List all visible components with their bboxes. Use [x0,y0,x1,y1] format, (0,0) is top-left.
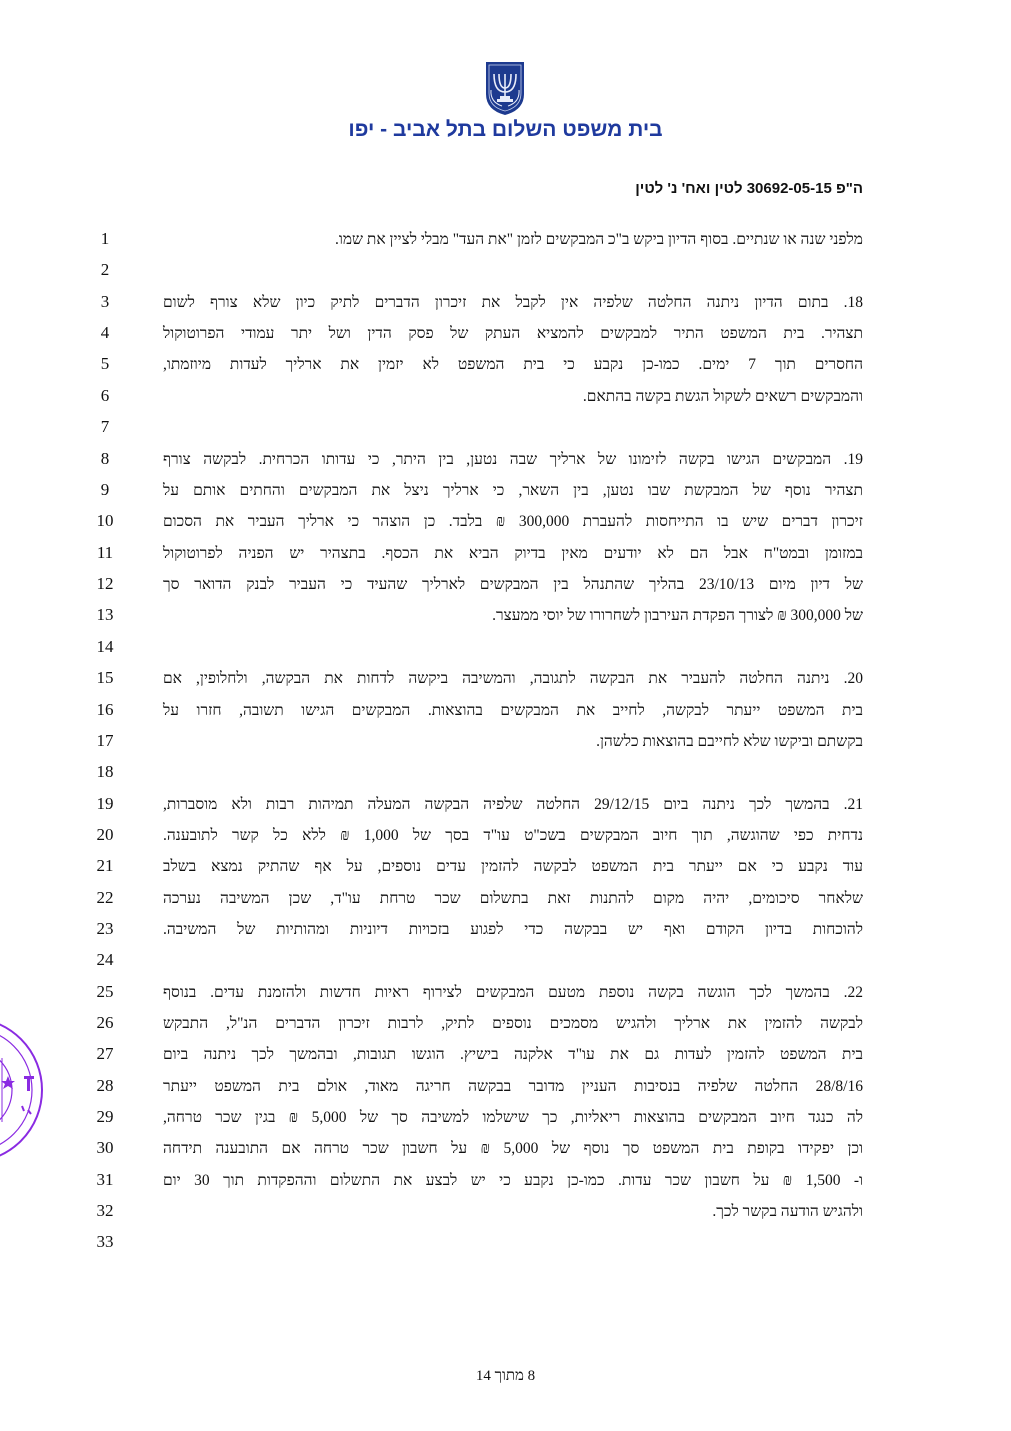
line-number: 20 [96,825,114,844]
text-line: תצהיר. בית המשפט התיר למבקשים להמציא העתק של פסק הדין ושל יתר עמודי הפרוטוקול [163,325,863,342]
line-number: 8 [100,449,110,468]
text-line: 22. בהמשך לכך הוגשה בקשה נוספת מטעם המבקשים לצירוף ראיות חדשות ולהזמנת עדים. בנוסף [163,984,863,1001]
court-name: בית משפט השלום בתל אביב - יפו [348,118,663,141]
line-number: 32 [96,1201,114,1220]
line-number: 9 [100,480,110,499]
line-number: 2 [100,260,110,279]
line-number: 14 [96,637,114,656]
line-number: 19 [96,794,114,813]
line-number: 25 [96,982,114,1001]
text-line: נדחית כפי שהוגשה, תוך חיוב המבקשים בשכ"ט עו"ד בסך של 1,000 ₪ ללא כל קשר לתובענה. [163,827,863,844]
court-stamp-icon [0,1010,48,1170]
line-number: 33 [96,1232,114,1251]
text-line: בית המשפט להזמין לעדות גם את עו"ד אלקנה בישיץ. הוגשו תגובות, ובהמשך לכך ניתנה ביום [163,1046,863,1063]
line-number: 27 [96,1044,114,1063]
line-number: 3 [100,292,110,311]
line-number: 24 [96,950,114,969]
line-number: 10 [96,511,114,530]
line-number: 22 [96,888,114,907]
line-number: 11 [96,543,114,562]
text-line: 18. בתום הדיון ניתנה החלטה שלפיה אין לקבל את זיכרון הדברים לתיק כיון שלא צורף לשום [163,294,863,311]
text-line: 19. המבקשים הגישו בקשה לזימונו של ארליך שבה נטען, בין היתר, כי עדותו הכרחית. לבקשה צורף [163,451,863,468]
line-number: 12 [96,574,114,593]
line-number: 26 [96,1013,114,1032]
line-number: 29 [96,1107,114,1126]
text-line: 20. ניתנה החלטה להעביר את הבקשה לתגובה, והמשיבה ביקשה לדחות את הבקשה, ולחלופין, אם [163,670,863,687]
line-number: 17 [96,731,114,750]
line-number: 16 [96,700,114,719]
text-line: במזומן ובמט"ח אבל הם לא יודעים מאין בדיוק הביא את הכסף. בתצהיר יש הפניה לפרוטוקול [163,545,863,562]
text-line: ולהגיש הודעה בקשר לכך. [712,1203,863,1220]
text-line: 21. בהמשך לכך ניתנה ביום 29/12/15 החלטה שלפיה הבקשה המעלה תמיהות רבות ולא מוסברות, [163,796,863,813]
text-line: תצהיר נוסף של המבקשת שבו נטען, בין השאר, כי ארליך ניצל את המבקשים והחתים אותם על [163,482,863,499]
text-line: של דיון מיום 23/10/13 בהליך שהתנהל בין המבקשים לארליך שהעיד כי העביר לבנק הדואר סך [163,576,863,593]
text-line: והמבקשים רשאים לשקול הגשת בקשה בהתאם. [582,388,863,405]
line-number: 23 [96,919,114,938]
text-line: 28/8/16 החלטה שלפיה בנסיבות העניין מדובר בבקשה חריגה מאוד, אולם בית המשפט ייעתר [163,1078,863,1095]
text-line: בית המשפט ייעתר לבקשה, לחייב את המבקשים בהוצאות. המבקשים הגישו תשובה, חזרו על [163,702,863,719]
page-number: 8 מתוך 14 [475,1368,536,1384]
line-number: 28 [96,1076,114,1095]
text-line: ו- 1,500 ₪ על חשבון שכר עדות. כמו-כן נקבע כי יש לבצע את התשלום וההפקדות תוך 30 יום [163,1172,863,1189]
text-line: בקשתם וביקשו שלא לחייבם בהוצאות כלשהן. [596,733,863,750]
line-number: 30 [96,1138,114,1157]
case-title: ה"פ 30692-05-15 לטין ואח' נ' לטין [635,180,863,197]
line-number: 1 [100,229,110,248]
line-number: 21 [96,856,114,875]
text-line: עוד נקבע כי אם ייעתר בית המשפט לבקשה להזמין עדים נוספים, על אף שהתיק נמצא בשלב [163,858,863,875]
line-number: 5 [100,354,110,373]
text-line: להוכחות בדיון הקודם ואף יש בבקשה כדי לפגוע בזכויות דיוניות ומהותיות של המשיבה. [163,921,863,938]
text-line: החסרים תוך 7 ימים. כמו-כן נקבע כי בית המשפט לא יזמין את ארליך לעדות מיוזמתו, [163,356,863,373]
line-number: 18 [96,762,114,781]
line-number: 6 [100,386,110,405]
text-line: שלאחר סיכומים, יהיה מקום להתנות זאת בתשלום שכר טרחת עו"ד, שכן המשיבה נערכה [163,890,863,907]
text-line: וכן יפקידו בקופת בית המשפט סך נוסף של 5,000 ₪ על חשבון שכר טרחה אם התובענה תידחה [163,1140,863,1157]
state-emblem-icon [484,60,526,116]
line-number: 13 [96,605,114,624]
line-number: 7 [100,417,110,436]
line-number: 4 [100,323,110,342]
text-line: לבקשה להזמין את ארליך ולהגיש מסמכים נוספים לתיק, לרבות זיכרון הדברים הנ"ל, התבקש [163,1015,863,1032]
text-line: לה כנגד חיוב המבקשים בהוצאות ריאליות, כך שישלמו למשיבה סך של 5,000 ₪ בגין שכר טרחה, [163,1109,863,1126]
line-number: 31 [96,1170,114,1189]
text-line: מלפני שנה או שנתיים. בסוף הדיון ביקש ב"כ המבקשים לזמן "את העד" מבלי לציין את שמו. [335,231,863,248]
text-line: זיכרון דברים שיש בו התייחסות להעברת 300,000 ₪ בלבד. כן הוצהר כי ארליך העביר את הסכום [163,513,863,530]
line-number: 15 [96,668,114,687]
text-line: של 300,000 ₪ לצורך הפקדת העירבון לשחרורו של יוסי ממעצר. [492,607,863,624]
